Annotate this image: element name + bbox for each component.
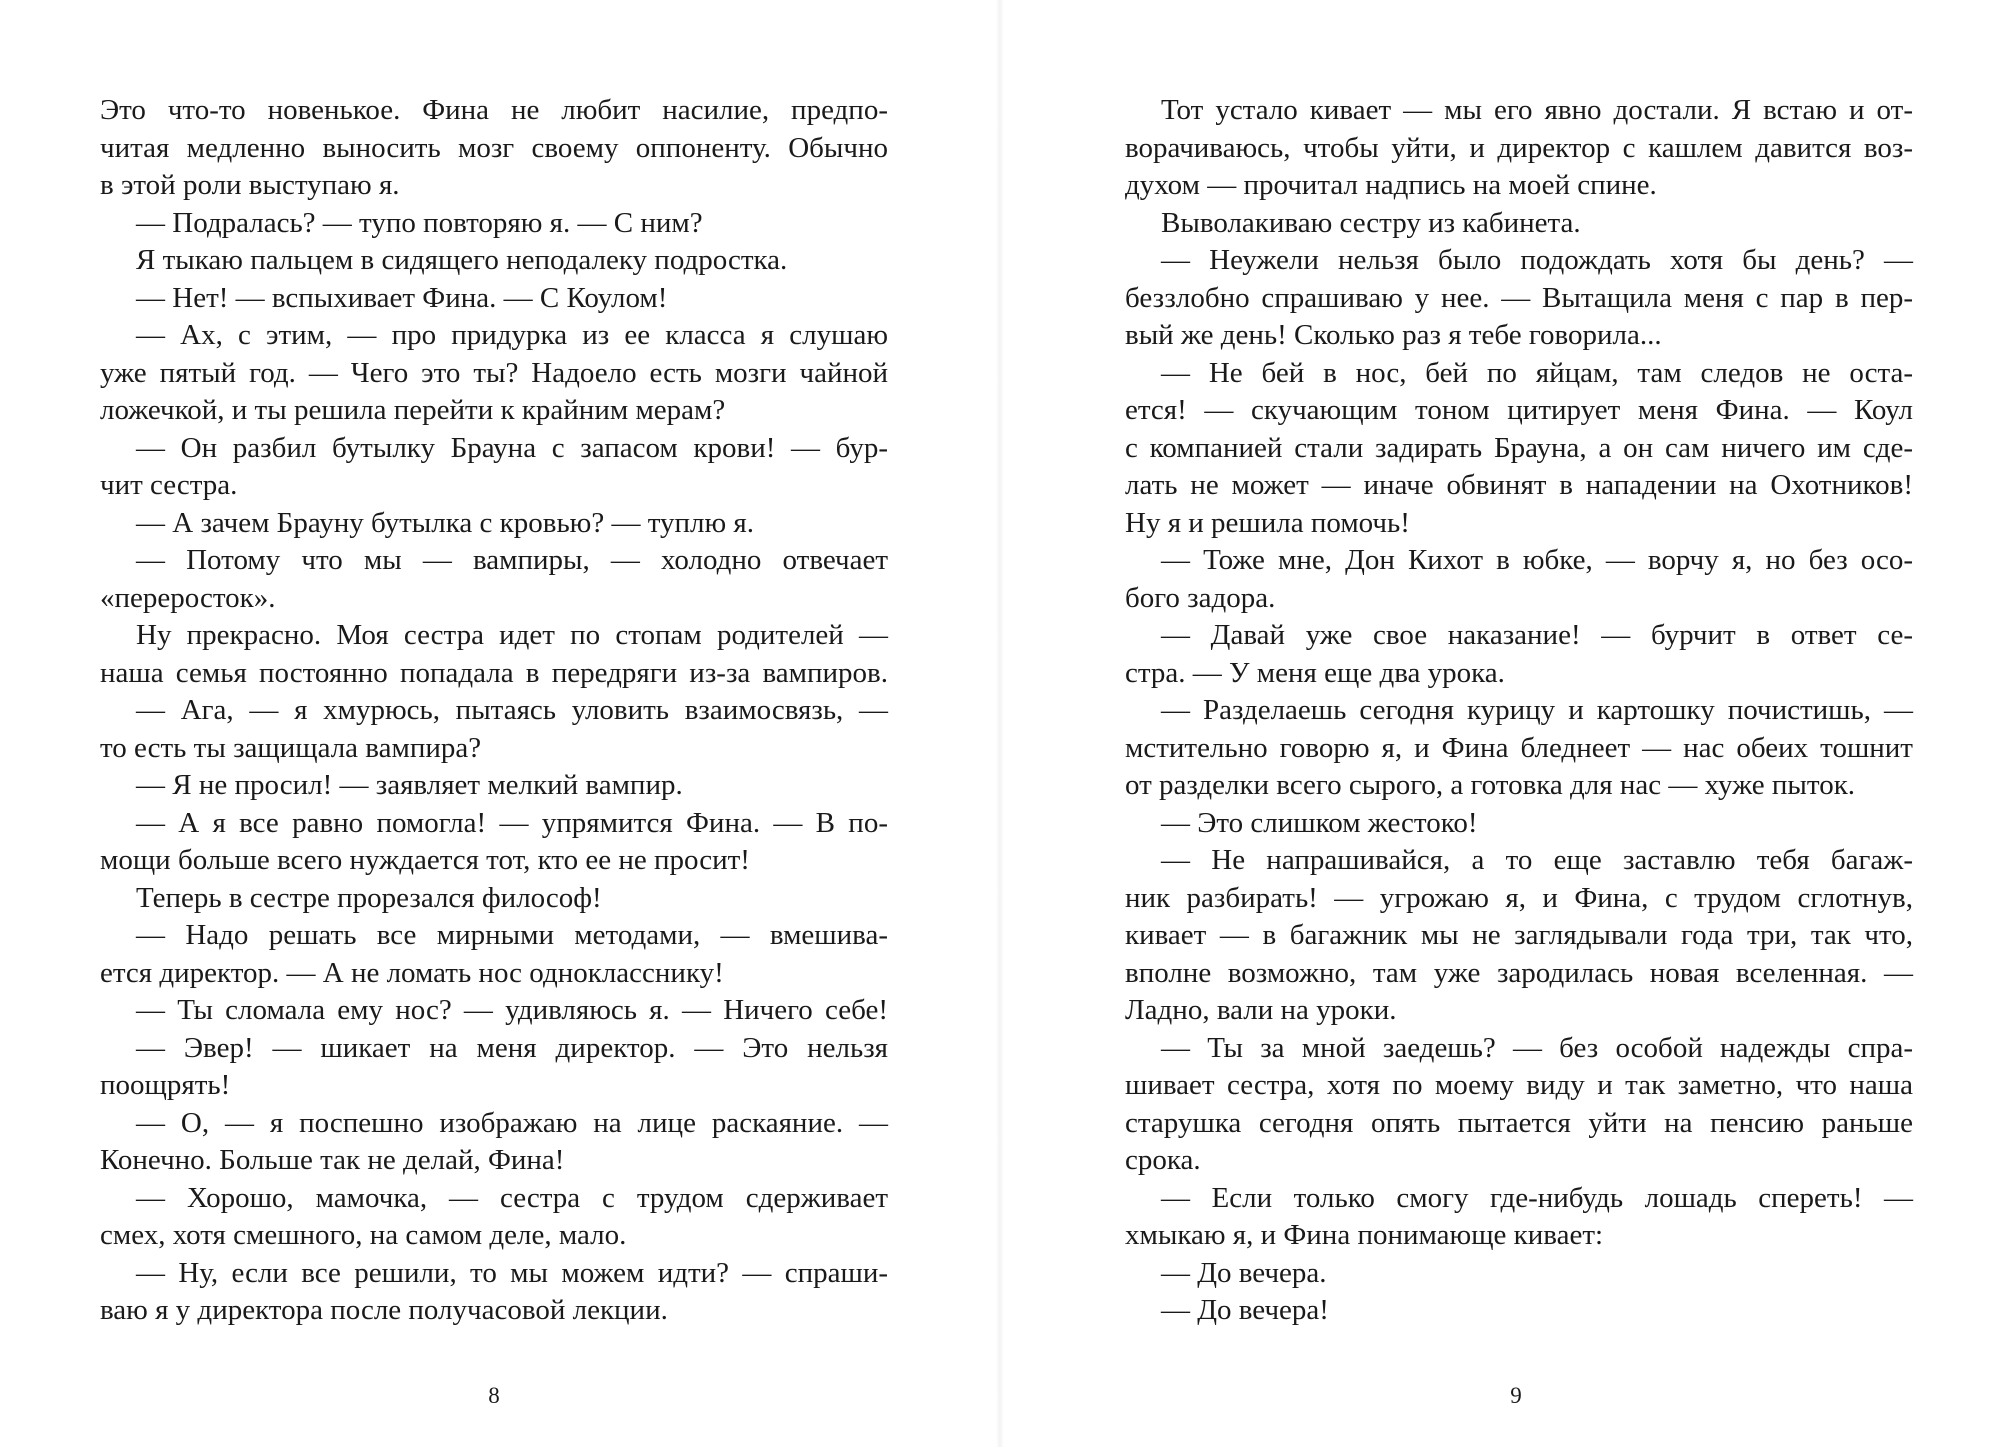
text-line: — Не напрашивайся, а то еще заставлю тебя багаж-: [1161, 844, 1913, 876]
text-line: кивает — в багажник мы не заглядывали года три, так что,: [1125, 919, 1913, 951]
text-line: — Нет! — вспыхивает Фина. — С Коулом!: [136, 281, 668, 314]
text-line: Это что-то новенькое. Фина не любит насилие, предпо-: [100, 94, 888, 126]
text-line: поощрять!: [100, 1069, 231, 1101]
text-line: — Я не просил! — заявляет мелкий вампир.: [136, 769, 683, 801]
text-line: — Давай уже свое наказание! — бурчит в ответ се-: [1161, 619, 1913, 651]
text-line: — Эвер! — шикает на меня директор. — Это нельзя: [136, 1031, 888, 1064]
text-line: Ну прекрасно. Моя сестра идет по стопам родителей —: [136, 619, 888, 651]
text-line: наша семья постоянно попадала в передряги из-за вампиров.: [100, 656, 888, 689]
text-line: уже пятый год. — Чего это ты? Надоело есть мозги чайной: [100, 356, 888, 389]
text-line: — Тоже мне, Дон Кихот в юбке, — ворчу я, но без осо-: [1161, 544, 1913, 576]
text-line: Тот устало кивает — мы его явно достали. Я встаю и от-: [1161, 94, 1913, 126]
text-line: чит сестра.: [100, 469, 238, 501]
text-line: с компанией стали задирать Брауна, а он сам ничего им сде-: [1125, 431, 1913, 464]
text-line: Теперь в сестре прорезался философ!: [136, 881, 602, 914]
text-line: — Ты за мной заедешь? — без особой надежды спра-: [1161, 1031, 1913, 1064]
text-line: ворачиваюсь, чтобы уйти, и директор с кашлем давится воз-: [1125, 131, 1913, 164]
text-line: мстительно говорю я, и Фина бледнеет — нас обеих тошнит: [1125, 731, 1913, 764]
text-line: Конечно. Больше так не делай, Фина!: [100, 1144, 565, 1176]
page-number-left: 8: [488, 1383, 500, 1408]
text-line: то есть ты защищала вампира?: [100, 731, 482, 764]
text-line: ник разбирать! — угрожаю я, и Фина, с трудом сглотнув,: [1125, 881, 1913, 914]
text-line: Ну я и решила помочь!: [1125, 506, 1410, 539]
text-line: в этой роли выступаю я.: [100, 169, 400, 201]
book-gutter: [996, 0, 1004, 1447]
text-line: беззлобно спрашиваю у нее. — Вытащила меня с пар в пер-: [1125, 281, 1913, 314]
text-line: ется! — скучающим тоном цитирует меня Фина. — Коул: [1125, 394, 1913, 426]
text-line: — Подралась? — тупо повторяю я. — С ним?: [136, 206, 703, 239]
text-line: от разделки всего сырого, а готовка для нас — хуже пыток.: [1125, 769, 1856, 801]
right-page: [1125, 92, 1913, 1330]
text-line: — Ну, если все решили, то мы можем идти? — спраши-: [136, 1256, 888, 1289]
text-line: — Ах, с этим, — про придурка из ее класса я слушаю: [136, 319, 888, 351]
text-line: смех, хотя смешного, на самом деле, мало.: [100, 1219, 627, 1251]
text-line: — Неужели нельзя было подождать хотя бы день? —: [1161, 244, 1913, 276]
left-page: [100, 92, 888, 1330]
text-line: — Ага, — я хмурюсь, пытаясь уловить взаимосвязь, —: [136, 694, 888, 726]
text-line: — Если только смогу где-нибудь лошадь спереть! —: [1161, 1181, 1913, 1214]
text-line: — До вечера.: [1161, 1256, 1327, 1289]
text-line: — Ты сломала ему нос? — удивляюсь я. — Ничего себе!: [136, 994, 888, 1026]
text-line: — Надо решать все мирными методами, — вмешива-: [136, 919, 888, 951]
text-line: читая медленно выносить мозг своему оппоненту. Обычно: [100, 131, 888, 164]
text-line: Я тыкаю пальцем в сидящего неподалеку подростка.: [136, 244, 788, 276]
text-line: старушка сегодня опять пытается уйти на пенсию раньше: [1125, 1106, 1913, 1139]
text-line: стра. — У меня еще два урока.: [1125, 656, 1505, 689]
text-line: ется директор. — А не ломать нос однокласснику!: [100, 956, 724, 989]
text-line: — Не бей в нос, бей по яйцам, там следов не оста-: [1161, 356, 1913, 389]
text-line: — О, — я поспешно изображаю на лице раскаяние. —: [136, 1106, 888, 1139]
text-line: — Разделаешь сегодня курицу и картошку почистишь, —: [1161, 694, 1913, 726]
text-line: ваю я у директора после получасовой лекции.: [100, 1294, 668, 1326]
text-line: Выволакиваю сестру из кабинета.: [1161, 206, 1581, 239]
text-line: духом — прочитал надпись на моей спине.: [1125, 169, 1657, 201]
text-line: бого задора.: [1125, 581, 1276, 614]
text-line: лать не может — иначе обвинят в нападении на Охотников!: [1125, 469, 1913, 501]
text-line: — Это слишком жестоко!: [1161, 806, 1478, 839]
page-number-right: 9: [1510, 1383, 1522, 1408]
text-line: — Он разбил бутылку Брауна с запасом крови! — бур-: [136, 431, 888, 464]
text-line: — А зачем Брауну бутылка с кровью? — туплю я.: [136, 506, 754, 539]
text-line: вый же день! Сколько раз я тебе говорила...: [1125, 319, 1662, 351]
text-line: вполне возможно, там уже зародилась новая вселенная. —: [1125, 956, 1913, 989]
text-line: «переросток».: [100, 581, 276, 614]
text-line: — Потому что мы — вампиры, — холодно отвечает: [136, 544, 888, 576]
text-line: шивает сестра, хотя по моему виду и так заметно, что наша: [1125, 1069, 1913, 1101]
text-line: — Хорошо, мамочка, — сестра с трудом сдерживает: [136, 1181, 888, 1214]
text-line: срока.: [1125, 1144, 1201, 1176]
text-line: хмыкаю я, и Фина понимающе кивает:: [1125, 1219, 1604, 1251]
text-line: Ладно, вали на уроки.: [1125, 994, 1397, 1026]
text-line: мощи больше всего нуждается тот, кто ее не просит!: [100, 844, 750, 876]
text-line: — До вечера!: [1161, 1294, 1329, 1326]
text-line: — А я все равно помогла! — упрямится Фина. — В по-: [136, 806, 888, 839]
text-line: ложечкой, и ты решила перейти к крайним мерам?: [100, 394, 726, 426]
